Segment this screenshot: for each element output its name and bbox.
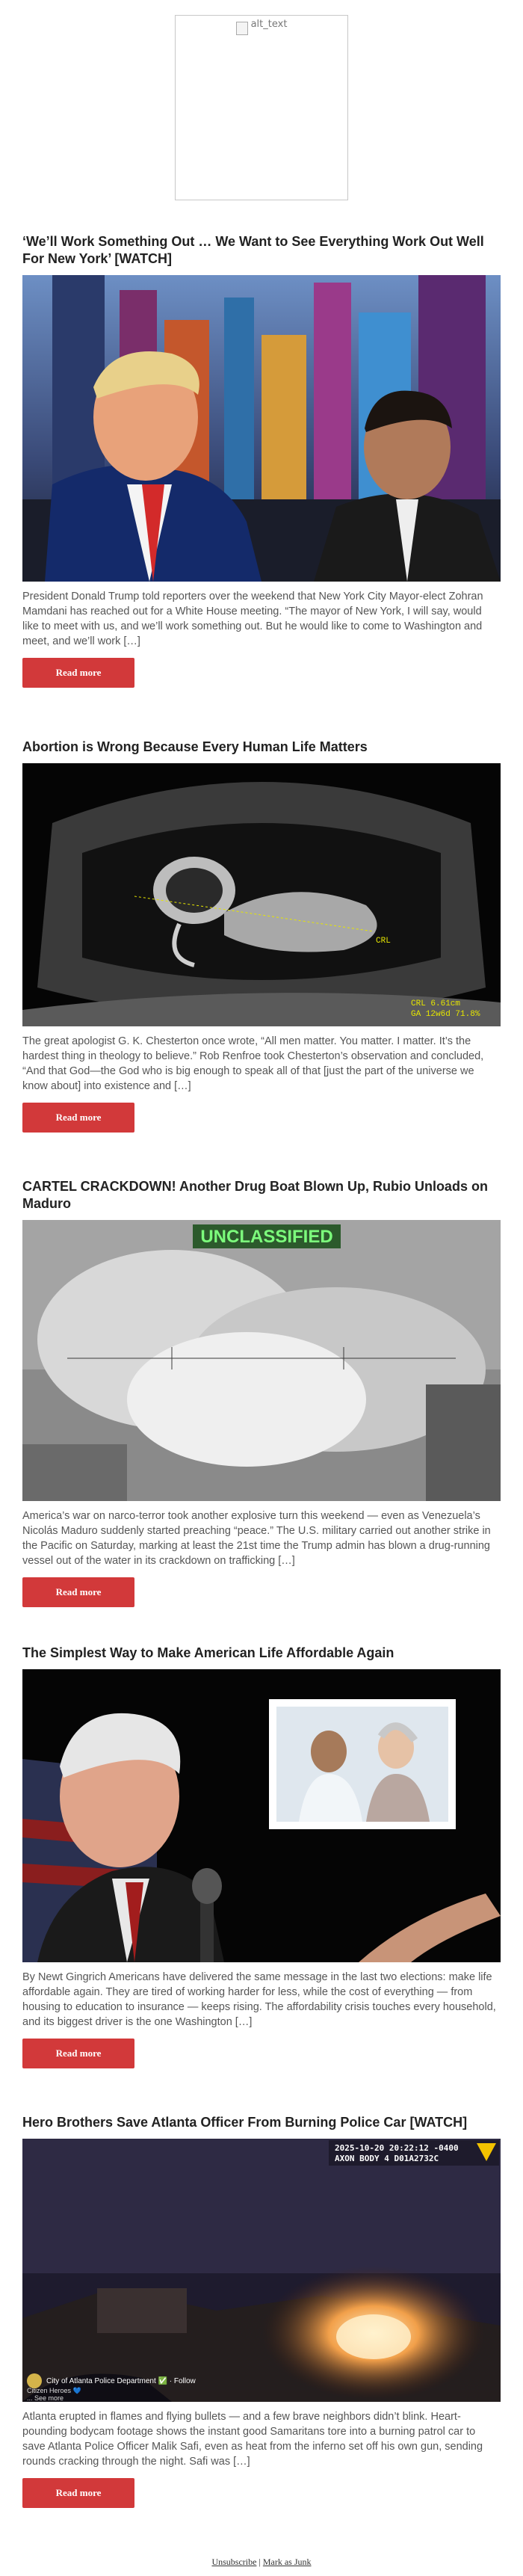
- read-more-button[interactable]: Read more: [22, 2478, 134, 2508]
- article-image[interactable]: [22, 1220, 501, 1501]
- article-5: [22, 2114, 501, 2508]
- article-title[interactable]: Abortion is Wrong Because Every Human Life Matters: [22, 739, 368, 754]
- logo-image[interactable]: [175, 15, 348, 200]
- drone-strike-footage: [22, 1220, 501, 1501]
- article-excerpt: The great apologist G. K. Chesterton once wrote, “All men matter. You matter. I matter. It’s the hardest thing in theology to believe.” Rob Renfroe took Chesterton’s observation and concluded, “And that God—the God who is big enough to speak all of that [just the part of the universe we know about] into existence and […]: [22, 1035, 484, 1092]
- article-title[interactable]: CARTEL CRACKDOWN! Another Drug Boat Blown Up, Rubio Unloads on Maduro: [22, 1179, 488, 1211]
- crl-measurement: CRL 6.61cm: [411, 999, 461, 1008]
- article-title[interactable]: ‘We’ll Work Something Out … We Want to See Everything Work Out Well For New York’ [WATCH]: [22, 234, 484, 266]
- bodycam-footage: [22, 2139, 501, 2402]
- read-more-button[interactable]: Read more: [22, 658, 134, 688]
- article-1: [22, 233, 501, 688]
- unclassified-banner: UNCLASSIFIED: [200, 1227, 333, 1247]
- ga-measurement: GA 12w6d 71.8%: [411, 1010, 480, 1019]
- article-image[interactable]: [22, 275, 501, 582]
- crl-marker-label: CRL: [376, 937, 391, 946]
- ultrasound-image: [22, 763, 501, 1026]
- footer-separator: |: [259, 2557, 261, 2567]
- post-credit: Citizen Heroes 💙: [27, 2387, 81, 2394]
- article-3: [22, 1178, 501, 1607]
- read-more-button[interactable]: Read more: [22, 1577, 134, 1607]
- article-excerpt: Atlanta erupted in flames and flying bullets — and a few brave neighbors didn’t blink. Heart-pounding bodycam footage shows the instant good Samaritans tore into a burning patrol car to save Atlanta Police Officer Malik Safi, even as heat from the inferno set off his own gun, sending rounds cracking through the night. Safi was […]: [22, 2411, 483, 2468]
- police-badge-icon: [27, 2373, 42, 2388]
- article-image[interactable]: [22, 2139, 501, 2402]
- see-more-link: ... See more: [27, 2394, 64, 2402]
- gingrich-photo: [22, 1669, 501, 1962]
- article-4: [22, 1645, 501, 2068]
- post-source: City of Atlanta Police Department ✅ · Follow: [46, 2377, 196, 2385]
- article-excerpt: President Donald Trump told reporters over the weekend that New York City Mayor-elect Zohran Mamdani has reached out for a White House meeting. “The mayor of New York, I will say, would like to meet with us, and we’ll work something out. But he would like to come to Washington and meet, and we’ll work […]: [22, 591, 483, 647]
- read-more-button[interactable]: Read more: [22, 1103, 134, 1133]
- bodycam-timestamp: 2025-10-20 20:22:12 -0400: [335, 2143, 459, 2153]
- article-image[interactable]: [22, 1669, 501, 1962]
- article-image[interactable]: [22, 763, 501, 1026]
- article-2: [22, 739, 501, 1133]
- trump-mamdani-photo: [22, 275, 501, 582]
- article-excerpt: America’s war on narco-terror took another explosive turn this weekend — even as Venezuela’s Nicolás Maduro suddenly started preaching “peace.” The U.S. military carried out another strike in the Pacific on Saturday, marking at least the 21st time the Trump admin has blown a drug-running vessel out of the water in its crackdown on trafficking […]: [22, 1510, 491, 1567]
- broken-image-icon: [236, 22, 248, 35]
- article-excerpt: By Newt Gingrich Americans have delivered the same message in the last two elections: make life affordable again. They are tired of working harder for less, while the cost of everything — from housing to education to insurance — keeps rising. The affordability crisis touches every household, and its biggest driver is the one Washington […]: [22, 1971, 496, 2028]
- article-title[interactable]: The Simplest Way to Make American Life Affordable Again: [22, 1645, 394, 1660]
- unsubscribe-link[interactable]: Unsubscribe: [211, 2557, 257, 2567]
- mark-as-junk-link[interactable]: Mark as Junk: [262, 2557, 312, 2567]
- read-more-button[interactable]: Read more: [22, 2039, 134, 2068]
- bodycam-device-id: AXON BODY 4 D01A2732C: [335, 2154, 439, 2163]
- footer: [0, 2557, 523, 2568]
- article-title[interactable]: Hero Brothers Save Atlanta Officer From Burning Police Car [WATCH]: [22, 2115, 468, 2130]
- logo-alt-text: alt_text: [250, 19, 288, 30]
